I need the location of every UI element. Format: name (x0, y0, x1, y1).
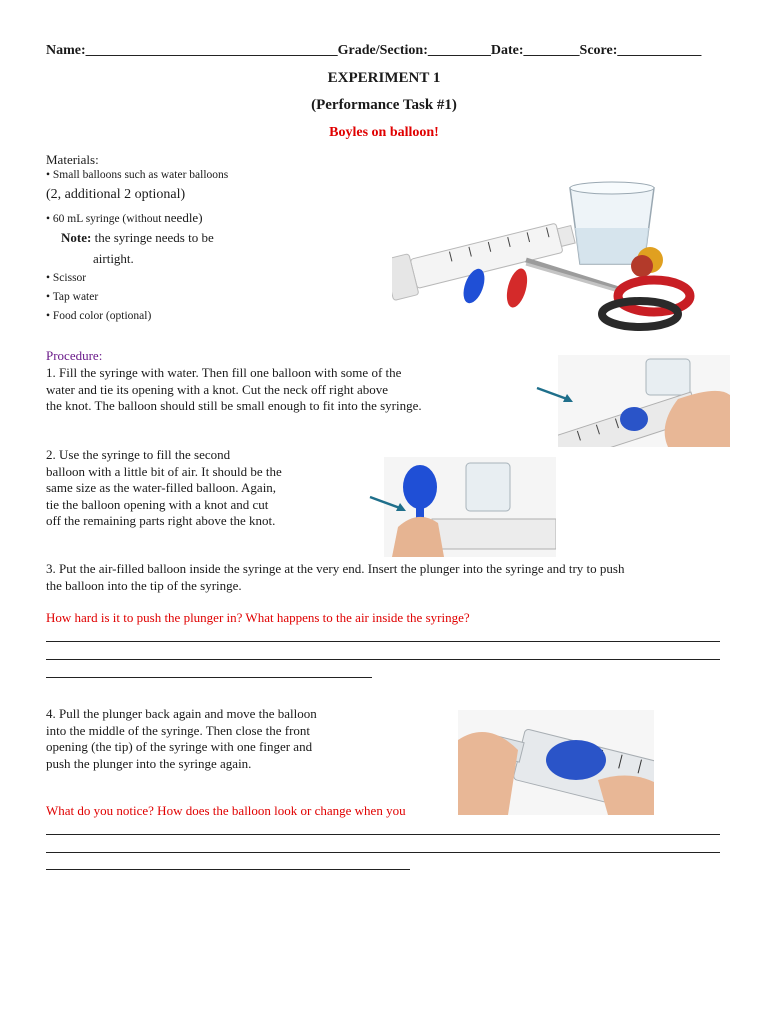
name-blank[interactable]: ____________________________________ (85, 43, 338, 58)
step-4-photo (458, 710, 654, 815)
note-label: Note: (61, 230, 92, 245)
step-2-line: 2. Use the syringe to fill the second (46, 447, 231, 462)
materials-illustration (392, 178, 710, 338)
materials-heading: Materials: (46, 152, 99, 167)
material-item-food-color: • Food color (optional) (46, 310, 152, 322)
date-label: Date: (490, 43, 524, 58)
procedure-heading: Procedure: (46, 348, 103, 363)
answer-line-q2[interactable] (46, 852, 720, 853)
procedure-step-1 (46, 365, 422, 415)
note-text: the syringe needs to be (91, 230, 214, 245)
material-item-syringe (46, 209, 203, 227)
activity-title: Boyles on balloon! (329, 125, 439, 140)
step-1-arrow-icon (535, 385, 575, 405)
step-4-illustration (458, 710, 654, 815)
material-item-balloons-count: (2, additional 2 optional) (46, 187, 186, 202)
grade-label: Grade/Section: (337, 43, 428, 58)
red-food-color (631, 255, 653, 277)
score-label: Score: (579, 43, 618, 58)
step-2-line: off the remaining parts right above the knot. (46, 513, 276, 528)
step-4-line: opening (the tip) of the syringe with one finger and (46, 739, 313, 754)
step-1-line: the knot. The balloon should still be small enough to fit into the syringe. (46, 398, 422, 413)
step-4-line: into the middle of the syringe. Then close the front (46, 722, 311, 738)
answer-line-q1[interactable] (46, 659, 720, 660)
syringe (392, 214, 578, 301)
material-note (61, 230, 214, 246)
question-1: How hard is it to push the plunger in? What happens to the air inside the syringe? (46, 610, 470, 625)
name-label: Name: (46, 43, 86, 58)
procedure-step-4 (46, 706, 317, 772)
scissors (526, 260, 690, 327)
step-2-photo (384, 457, 556, 557)
performance-task-subtitle: (Performance Task #1) (311, 97, 457, 113)
step-3-line: 3. Put the air-filled balloon inside the syringe at the very end. Insert the plunger into the syringe and try to push (46, 561, 625, 576)
red-balloon (503, 266, 531, 309)
answer-line-q2[interactable] (46, 834, 720, 835)
step-3-line: the balloon into the tip of the syringe. (46, 577, 242, 593)
material-item-tap-water: • Tap water (46, 291, 99, 303)
step-2-line: same size as the water-filled balloon. Again, (46, 480, 277, 495)
date-blank[interactable]: ________ (523, 43, 580, 58)
step-2-illustration (384, 457, 556, 557)
answer-line-q1[interactable] (46, 641, 720, 642)
step-2-line: tie the balloon opening with a knot and cut (46, 496, 269, 512)
material-note-cont: airtight. (93, 251, 134, 266)
material-item-balloons: • Small balloons such as water balloons (46, 169, 229, 181)
materials-photo (392, 178, 710, 338)
step-1-photo (558, 355, 730, 447)
answer-line-q1[interactable] (46, 677, 372, 678)
answer-line-q2[interactable] (46, 869, 410, 870)
step-4-line: push the plunger into the syringe again. (46, 755, 252, 771)
syringe-needle-text: needle) (164, 210, 203, 225)
procedure-step-3 (46, 561, 624, 594)
material-item-scissor: • Scissor (46, 272, 87, 284)
grade-blank[interactable]: _________ (427, 43, 491, 58)
question-2: What do you notice? How does the balloon look or change when you (46, 803, 406, 818)
syringe-text: • 60 mL syringe (without (46, 213, 165, 225)
step-2-arrow-icon (368, 494, 408, 514)
step-1-line: water and tie its opening with a knot. Cut the neck off right above (46, 381, 389, 397)
step-2-line: balloon with a little bit of air. It should be the (46, 463, 282, 479)
student-info-header (46, 43, 701, 59)
procedure-step-2 (46, 447, 282, 530)
score-blank[interactable]: ____________ (617, 43, 702, 58)
experiment-title: EXPERIMENT 1 (327, 70, 441, 86)
step-1-line: 1. Fill the syringe with water. Then fill one balloon with some of the (46, 365, 402, 380)
step-4-line: 4. Pull the plunger back again and move the balloon (46, 706, 317, 721)
step-1-illustration (558, 355, 730, 447)
